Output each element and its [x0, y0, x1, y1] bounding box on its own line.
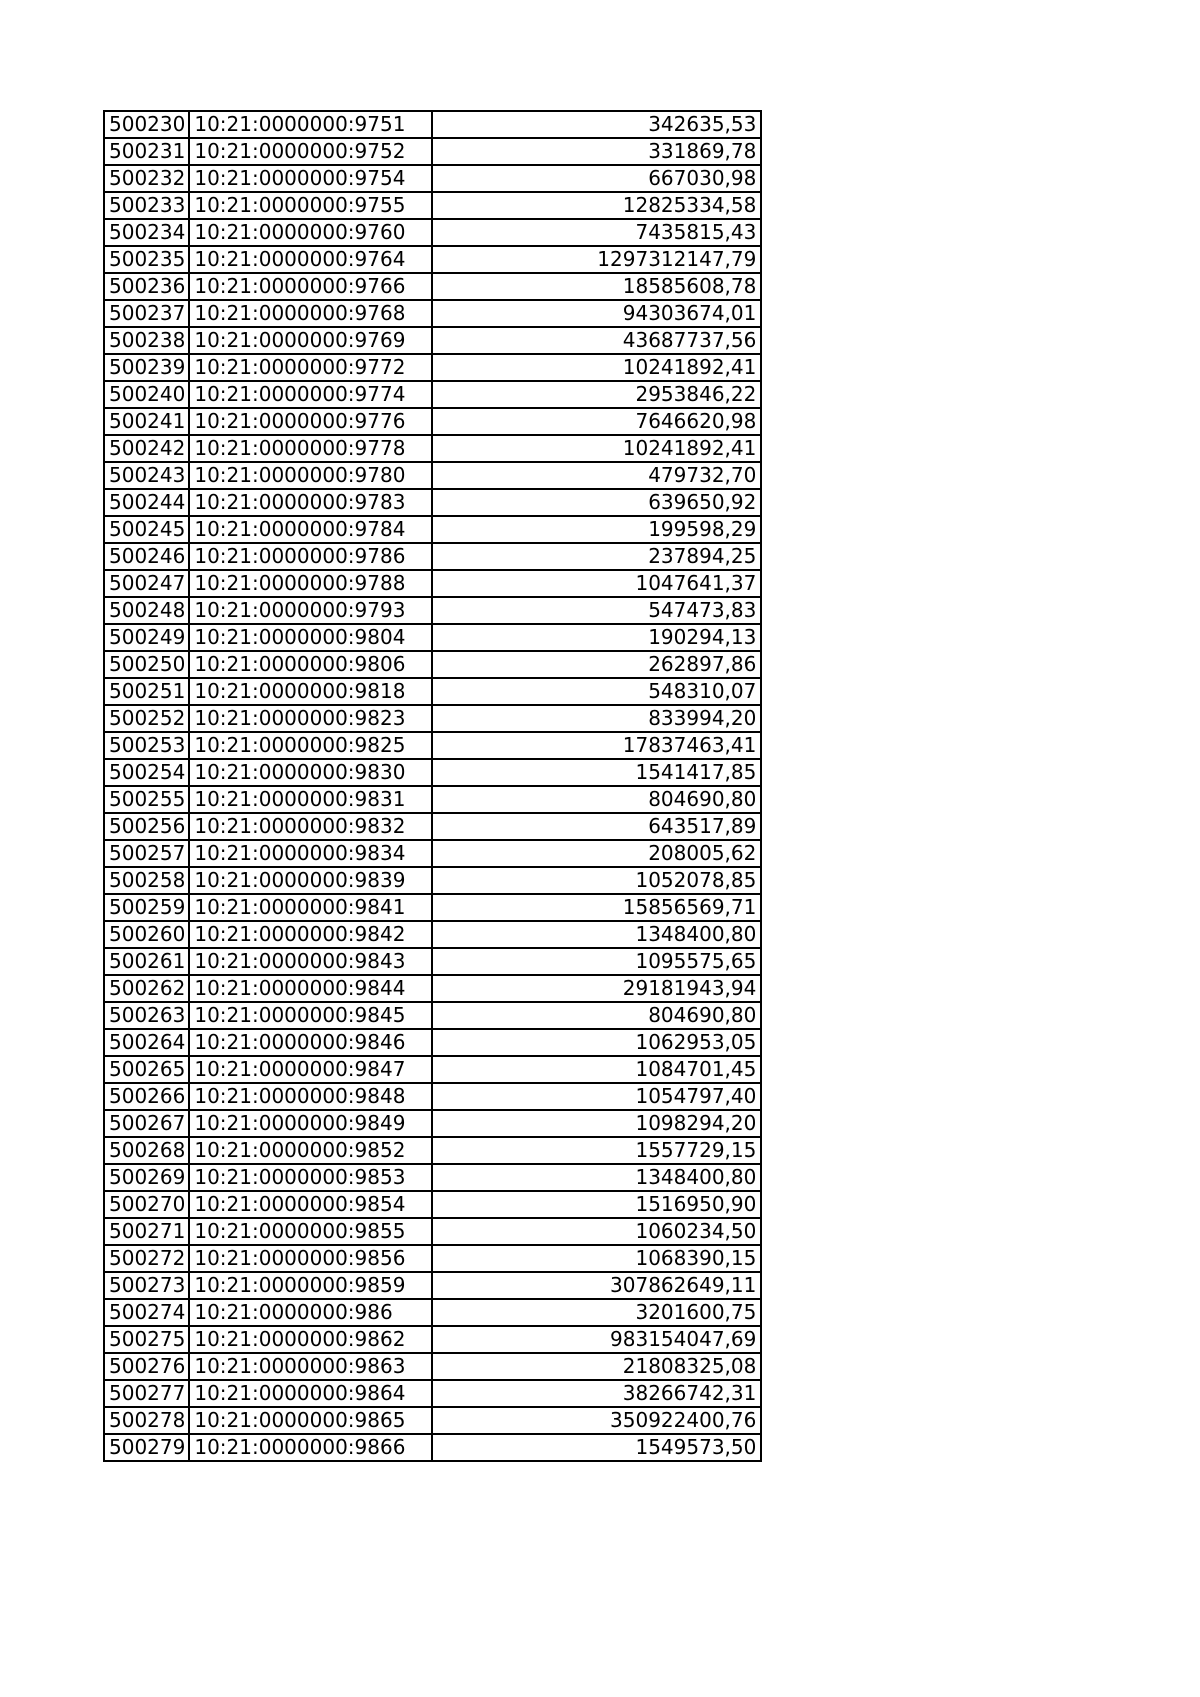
cadastral-number-cell: 10:21:0000000:9834	[189, 840, 432, 867]
row-id-cell: 500240	[104, 381, 189, 408]
cadastral-number-cell: 10:21:0000000:9859	[189, 1272, 432, 1299]
row-id-cell: 500274	[104, 1299, 189, 1326]
value-cell: 804690,80	[432, 1002, 761, 1029]
row-id-cell: 500267	[104, 1110, 189, 1137]
value-cell: 350922400,76	[432, 1407, 761, 1434]
value-cell: 1348400,80	[432, 921, 761, 948]
table-row	[104, 840, 761, 867]
row-id-cell: 500275	[104, 1326, 189, 1353]
table-row	[104, 1137, 761, 1164]
table-row	[104, 1083, 761, 1110]
cadastral-number-cell: 10:21:0000000:9780	[189, 462, 432, 489]
table-row	[104, 273, 761, 300]
table-row	[104, 894, 761, 921]
cadastral-number-cell: 10:21:0000000:9766	[189, 273, 432, 300]
table-row	[104, 1002, 761, 1029]
cadastral-number-cell: 10:21:0000000:9849	[189, 1110, 432, 1137]
row-id-cell: 500243	[104, 462, 189, 489]
cadastral-number-cell: 10:21:0000000:9831	[189, 786, 432, 813]
cadastral-number-cell: 10:21:0000000:9830	[189, 759, 432, 786]
table-row	[104, 111, 761, 138]
table-row	[104, 678, 761, 705]
table-row	[104, 1380, 761, 1407]
row-id-cell: 500270	[104, 1191, 189, 1218]
row-id-cell: 500278	[104, 1407, 189, 1434]
row-id-cell: 500249	[104, 624, 189, 651]
row-id-cell: 500268	[104, 1137, 189, 1164]
value-cell: 548310,07	[432, 678, 761, 705]
table-row	[104, 1353, 761, 1380]
table-row	[104, 1434, 761, 1461]
cadastral-number-cell: 10:21:0000000:9769	[189, 327, 432, 354]
table-row	[104, 1110, 761, 1137]
cadastral-number-cell: 10:21:0000000:9804	[189, 624, 432, 651]
table-row	[104, 975, 761, 1002]
value-cell: 1348400,80	[432, 1164, 761, 1191]
row-id-cell: 500261	[104, 948, 189, 975]
table-row	[104, 327, 761, 354]
row-id-cell: 500272	[104, 1245, 189, 1272]
cadastral-number-cell: 10:21:0000000:9752	[189, 138, 432, 165]
cadastral-number-cell: 10:21:0000000:9776	[189, 408, 432, 435]
row-id-cell: 500277	[104, 1380, 189, 1407]
table-row	[104, 1056, 761, 1083]
row-id-cell: 500251	[104, 678, 189, 705]
value-cell: 1297312147,79	[432, 246, 761, 273]
row-id-cell: 500245	[104, 516, 189, 543]
row-id-cell: 500255	[104, 786, 189, 813]
cadastral-number-cell: 10:21:0000000:9848	[189, 1083, 432, 1110]
value-cell: 1060234,50	[432, 1218, 761, 1245]
row-id-cell: 500235	[104, 246, 189, 273]
cadastral-number-cell: 10:21:0000000:9818	[189, 678, 432, 705]
value-cell: 15856569,71	[432, 894, 761, 921]
cadastral-number-cell: 10:21:0000000:9754	[189, 165, 432, 192]
value-cell: 833994,20	[432, 705, 761, 732]
data-table	[103, 110, 762, 1462]
table-row	[104, 408, 761, 435]
table-row	[104, 867, 761, 894]
value-cell: 208005,62	[432, 840, 761, 867]
table-row	[104, 921, 761, 948]
value-cell: 1047641,37	[432, 570, 761, 597]
value-cell: 43687737,56	[432, 327, 761, 354]
row-id-cell: 500234	[104, 219, 189, 246]
cadastral-number-cell: 10:21:0000000:9832	[189, 813, 432, 840]
value-cell: 21808325,08	[432, 1353, 761, 1380]
value-cell: 1062953,05	[432, 1029, 761, 1056]
cadastral-number-cell: 10:21:0000000:9823	[189, 705, 432, 732]
table-row	[104, 948, 761, 975]
value-cell: 7646620,98	[432, 408, 761, 435]
table-row	[104, 516, 761, 543]
cadastral-number-cell: 10:21:0000000:9839	[189, 867, 432, 894]
row-id-cell: 500238	[104, 327, 189, 354]
value-cell: 1549573,50	[432, 1434, 761, 1461]
value-cell: 479732,70	[432, 462, 761, 489]
value-cell: 643517,89	[432, 813, 761, 840]
value-cell: 190294,13	[432, 624, 761, 651]
value-cell: 10241892,41	[432, 435, 761, 462]
cadastral-number-cell: 10:21:0000000:9793	[189, 597, 432, 624]
cadastral-number-cell: 10:21:0000000:9786	[189, 543, 432, 570]
row-id-cell: 500239	[104, 354, 189, 381]
cadastral-number-cell: 10:21:0000000:986	[189, 1299, 432, 1326]
row-id-cell: 500273	[104, 1272, 189, 1299]
cadastral-number-cell: 10:21:0000000:9856	[189, 1245, 432, 1272]
table-row	[104, 705, 761, 732]
row-id-cell: 500276	[104, 1353, 189, 1380]
table-row	[104, 759, 761, 786]
value-cell: 331869,78	[432, 138, 761, 165]
table-row	[104, 543, 761, 570]
value-cell: 547473,83	[432, 597, 761, 624]
cadastral-number-cell: 10:21:0000000:9845	[189, 1002, 432, 1029]
cadastral-number-cell: 10:21:0000000:9768	[189, 300, 432, 327]
cadastral-number-cell: 10:21:0000000:9783	[189, 489, 432, 516]
row-id-cell: 500260	[104, 921, 189, 948]
row-id-cell: 500263	[104, 1002, 189, 1029]
row-id-cell: 500271	[104, 1218, 189, 1245]
value-cell: 1084701,45	[432, 1056, 761, 1083]
value-cell: 1541417,85	[432, 759, 761, 786]
table-row	[104, 300, 761, 327]
cadastral-number-cell: 10:21:0000000:9865	[189, 1407, 432, 1434]
cadastral-number-cell: 10:21:0000000:9862	[189, 1326, 432, 1353]
row-id-cell: 500258	[104, 867, 189, 894]
table-row	[104, 246, 761, 273]
row-id-cell: 500230	[104, 111, 189, 138]
table-row	[104, 1326, 761, 1353]
table-row	[104, 381, 761, 408]
row-id-cell: 500242	[104, 435, 189, 462]
cadastral-number-cell: 10:21:0000000:9772	[189, 354, 432, 381]
row-id-cell: 500250	[104, 651, 189, 678]
table-row	[104, 354, 761, 381]
value-cell: 342635,53	[432, 111, 761, 138]
cadastral-number-cell: 10:21:0000000:9806	[189, 651, 432, 678]
table-row	[104, 1407, 761, 1434]
row-id-cell: 500233	[104, 192, 189, 219]
cadastral-number-cell: 10:21:0000000:9863	[189, 1353, 432, 1380]
cadastral-number-cell: 10:21:0000000:9847	[189, 1056, 432, 1083]
value-cell: 1052078,85	[432, 867, 761, 894]
row-id-cell: 500244	[104, 489, 189, 516]
value-cell: 639650,92	[432, 489, 761, 516]
table-row	[104, 732, 761, 759]
value-cell: 38266742,31	[432, 1380, 761, 1407]
value-cell: 1516950,90	[432, 1191, 761, 1218]
cadastral-number-cell: 10:21:0000000:9855	[189, 1218, 432, 1245]
table-row	[104, 813, 761, 840]
value-cell: 983154047,69	[432, 1326, 761, 1353]
value-cell: 1068390,15	[432, 1245, 761, 1272]
cadastral-number-cell: 10:21:0000000:9751	[189, 111, 432, 138]
value-cell: 237894,25	[432, 543, 761, 570]
table-row	[104, 1191, 761, 1218]
cadastral-number-cell: 10:21:0000000:9841	[189, 894, 432, 921]
row-id-cell: 500241	[104, 408, 189, 435]
table-row	[104, 597, 761, 624]
cadastral-number-cell: 10:21:0000000:9842	[189, 921, 432, 948]
value-cell: 12825334,58	[432, 192, 761, 219]
table-row	[104, 462, 761, 489]
cadastral-number-cell: 10:21:0000000:9774	[189, 381, 432, 408]
row-id-cell: 500253	[104, 732, 189, 759]
cadastral-number-cell: 10:21:0000000:9866	[189, 1434, 432, 1461]
row-id-cell: 500266	[104, 1083, 189, 1110]
value-cell: 1095575,65	[432, 948, 761, 975]
value-cell: 804690,80	[432, 786, 761, 813]
cadastral-number-cell: 10:21:0000000:9784	[189, 516, 432, 543]
value-cell: 18585608,78	[432, 273, 761, 300]
table-row	[104, 1245, 761, 1272]
table-row	[104, 1029, 761, 1056]
value-cell: 2953846,22	[432, 381, 761, 408]
cadastral-number-cell: 10:21:0000000:9864	[189, 1380, 432, 1407]
table-row	[104, 138, 761, 165]
table-row	[104, 435, 761, 462]
cadastral-number-cell: 10:21:0000000:9778	[189, 435, 432, 462]
row-id-cell: 500259	[104, 894, 189, 921]
table-row	[104, 219, 761, 246]
table-row	[104, 1272, 761, 1299]
row-id-cell: 500231	[104, 138, 189, 165]
value-cell: 94303674,01	[432, 300, 761, 327]
value-cell: 1557729,15	[432, 1137, 761, 1164]
row-id-cell: 500252	[104, 705, 189, 732]
value-cell: 3201600,75	[432, 1299, 761, 1326]
value-cell: 10241892,41	[432, 354, 761, 381]
row-id-cell: 500237	[104, 300, 189, 327]
row-id-cell: 500262	[104, 975, 189, 1002]
cadastral-number-cell: 10:21:0000000:9854	[189, 1191, 432, 1218]
row-id-cell: 500236	[104, 273, 189, 300]
value-cell: 1098294,20	[432, 1110, 761, 1137]
row-id-cell: 500265	[104, 1056, 189, 1083]
value-cell: 307862649,11	[432, 1272, 761, 1299]
value-cell: 17837463,41	[432, 732, 761, 759]
value-cell: 667030,98	[432, 165, 761, 192]
row-id-cell: 500264	[104, 1029, 189, 1056]
cadastral-number-cell: 10:21:0000000:9853	[189, 1164, 432, 1191]
table-row	[104, 570, 761, 597]
table-row	[104, 624, 761, 651]
row-id-cell: 500256	[104, 813, 189, 840]
cadastral-number-cell: 10:21:0000000:9846	[189, 1029, 432, 1056]
cadastral-number-cell: 10:21:0000000:9788	[189, 570, 432, 597]
table-row	[104, 192, 761, 219]
table-row	[104, 1299, 761, 1326]
value-cell: 29181943,94	[432, 975, 761, 1002]
cadastral-number-cell: 10:21:0000000:9843	[189, 948, 432, 975]
row-id-cell: 500279	[104, 1434, 189, 1461]
row-id-cell: 500232	[104, 165, 189, 192]
cadastral-number-cell: 10:21:0000000:9755	[189, 192, 432, 219]
value-cell: 199598,29	[432, 516, 761, 543]
value-cell: 262897,86	[432, 651, 761, 678]
row-id-cell: 500247	[104, 570, 189, 597]
table-row	[104, 651, 761, 678]
cadastral-number-cell: 10:21:0000000:9760	[189, 219, 432, 246]
row-id-cell: 500246	[104, 543, 189, 570]
cadastral-number-cell: 10:21:0000000:9844	[189, 975, 432, 1002]
table-row	[104, 489, 761, 516]
cadastral-number-cell: 10:21:0000000:9852	[189, 1137, 432, 1164]
row-id-cell: 500257	[104, 840, 189, 867]
value-cell: 1054797,40	[432, 1083, 761, 1110]
cadastral-number-cell: 10:21:0000000:9764	[189, 246, 432, 273]
cadastral-number-cell: 10:21:0000000:9825	[189, 732, 432, 759]
row-id-cell: 500269	[104, 1164, 189, 1191]
table-row	[104, 1218, 761, 1245]
value-cell: 7435815,43	[432, 219, 761, 246]
table-body	[104, 111, 761, 1461]
table-row	[104, 165, 761, 192]
row-id-cell: 500254	[104, 759, 189, 786]
row-id-cell: 500248	[104, 597, 189, 624]
table-row	[104, 786, 761, 813]
table-row	[104, 1164, 761, 1191]
